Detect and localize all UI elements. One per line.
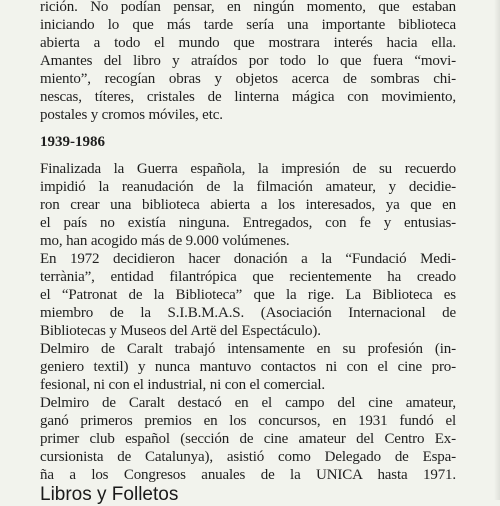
intro-line: abierta a todo el mundo que mostrara interés hacia ella. bbox=[40, 35, 456, 51]
intro-line: iniciando lo que más tarde sería una importante biblioteca bbox=[40, 17, 456, 33]
intro-line: Amantes del libro y atraídos por todo lo que fuera “movi- bbox=[40, 53, 456, 69]
body-line: En 1972 decidieron hacer donación a la “Fundació Medi- bbox=[40, 251, 456, 267]
body-line: impidió la reanudación de la filmación amateur, y decidie- bbox=[40, 179, 456, 195]
body-line: miembro de la S.I.B.M.A.S. (Asociación Internacional de bbox=[40, 305, 456, 321]
body-line: Finalizada la Guerra española, la impresión de su recuerdo bbox=[40, 161, 456, 177]
body-line: cursionista de Catalunya), asistió como Delegado de Espa- bbox=[40, 449, 456, 465]
body-line: fesional, ni con el industrial, ni con el comercial. bbox=[40, 377, 326, 393]
body-line: Delmiro de Caralt trabajó intensamente en su profesión (in- bbox=[40, 341, 456, 357]
page-edge-shadow bbox=[494, 0, 500, 500]
body-line: terrània”, entidad filantrópica que recientemente ha creado bbox=[40, 269, 456, 285]
body-line: el país no existía ninguna. Entregados, con fe y entusias- bbox=[40, 215, 456, 231]
intro-line: rición. No podían pensar, en ningún momento, que estaban bbox=[40, 0, 456, 15]
intro-line: nescas, títeres, cristales de linterna mágica con movimiento, bbox=[40, 89, 456, 105]
body-line: el “Patronat de la Biblioteca” que la rige. La Biblioteca es bbox=[40, 287, 456, 303]
body-line: ganó primeros premios en los concursos, en 1931 fundó el bbox=[40, 413, 456, 429]
body-line: geniero textil) y nunca mantuvo contactos ni con el cine pro- bbox=[40, 359, 456, 375]
body-line: primer club español (sección de cine amateur del Centro Ex- bbox=[40, 431, 456, 447]
next-section-title: Libros y Folletos bbox=[40, 484, 179, 505]
intro-line: postales y cromos móviles, etc. bbox=[40, 107, 223, 123]
body-line: Bibliotecas y Museos del Artë del Espectáculo). bbox=[40, 323, 321, 339]
intro-line: miento”, recogían obras y objetos acerca de sombras chi- bbox=[40, 71, 456, 87]
body-line: mo, han acogido más de 9.000 volúmenes. bbox=[40, 233, 290, 249]
section-heading: 1939-1986 bbox=[40, 134, 105, 150]
body-line: ña a los Congresos anuales de la UNICA hasta 1971. bbox=[40, 467, 456, 483]
body-line: Delmiro de Caralt destacó en el campo del cine amateur, bbox=[40, 395, 456, 411]
body-line: ron crear una biblioteca abierta a los interesados, ya que en bbox=[40, 197, 456, 213]
